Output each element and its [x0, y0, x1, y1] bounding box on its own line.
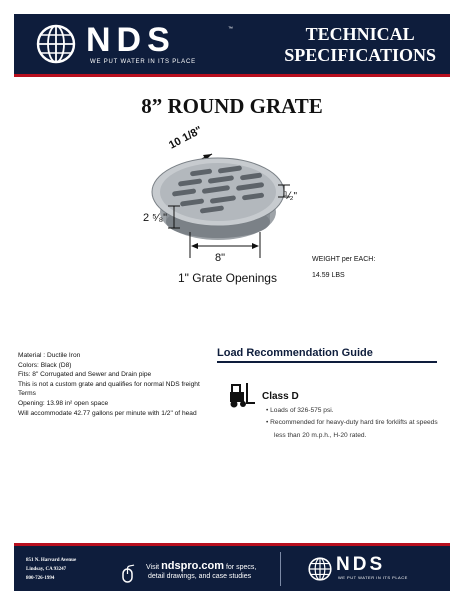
spec-opening: Opening: 13.98 in² open space: [18, 399, 109, 407]
tech-line-2: SPECIFICATIONS: [284, 45, 436, 65]
footer-globe-logo-icon: [308, 557, 332, 581]
load-bullet-psi: • Loads of 326-575 psi.: [266, 407, 334, 414]
dimension-height-label: 2 ⁵⁄₈": [143, 212, 168, 224]
load-bullet-forklift: • Recommended for heavy-duty hard tire forklifts at speeds: [266, 419, 438, 426]
grate-openings-caption: 1" Grate Openings: [178, 271, 277, 285]
spec-material: Material : Ductile Iron: [18, 352, 81, 359]
footer-brand-text: NDS: [336, 554, 386, 575]
footer-divider: [280, 552, 281, 586]
brand-tagline: WE PUT WATER IN ITS PLACE: [90, 59, 196, 65]
address-street: 851 N. Harvard Avenue: [26, 558, 77, 563]
footer-banner: [14, 543, 450, 591]
visit-suffix: for specs,: [225, 564, 257, 571]
header-banner: [14, 14, 450, 77]
visit-line-2: detail drawings, and case studies: [148, 573, 252, 580]
dimension-diameter-label: 10 1/8": [167, 124, 205, 152]
spec-flow: Will accommodate 42.77 gallons per minute with 1/2" of head: [18, 409, 197, 417]
visit-prefix: Visit: [146, 564, 160, 571]
load-bullet-forklift-cont: less than 20 m.p.h., H-20 rated.: [274, 432, 367, 439]
brand-logo-text: NDS: [86, 21, 176, 59]
footer-brand-tagline: WE PUT WATER IN ITS PLACE: [338, 575, 408, 580]
spec-terms: Terms: [18, 390, 36, 398]
mouse-click-icon: [118, 564, 138, 584]
address-phone: 800-726-1994: [26, 576, 55, 581]
dimension-rim-label: ⅟₂": [284, 191, 298, 202]
round-grate-drawing: [140, 140, 310, 270]
spec-list: [18, 351, 218, 418]
spec-colors: Colors: Black (D8): [18, 361, 72, 369]
load-guide-divider: [217, 361, 437, 363]
company-address: [26, 556, 76, 583]
address-city: Lindsay, CA 93247: [26, 567, 67, 572]
weight-value: 14.59 LBS: [312, 272, 345, 279]
load-class-label: Class D: [262, 391, 299, 402]
spec-freight: This is not a custom grate and qualifies for normal NDS freight: [18, 380, 200, 388]
website-link[interactable]: ndspro.com: [161, 560, 225, 572]
trademark-mark: ™: [228, 26, 233, 32]
weight-label: WEIGHT per EACH:: [312, 256, 376, 263]
page-title: 8” ROUND GRATE: [141, 94, 323, 118]
technical-specifications-heading: [284, 24, 436, 66]
forklift-icon: [226, 380, 256, 410]
globe-logo-icon: [36, 24, 76, 64]
visit-line: [146, 560, 256, 572]
load-guide-title: Load Recommendation Guide: [217, 347, 373, 359]
tech-line-1: TECHNICAL: [305, 24, 415, 44]
dimension-pipe-label: 8": [215, 252, 226, 264]
spec-fits: Fits: 8" Corrugated and Sewer and Drain pipe: [18, 371, 152, 379]
